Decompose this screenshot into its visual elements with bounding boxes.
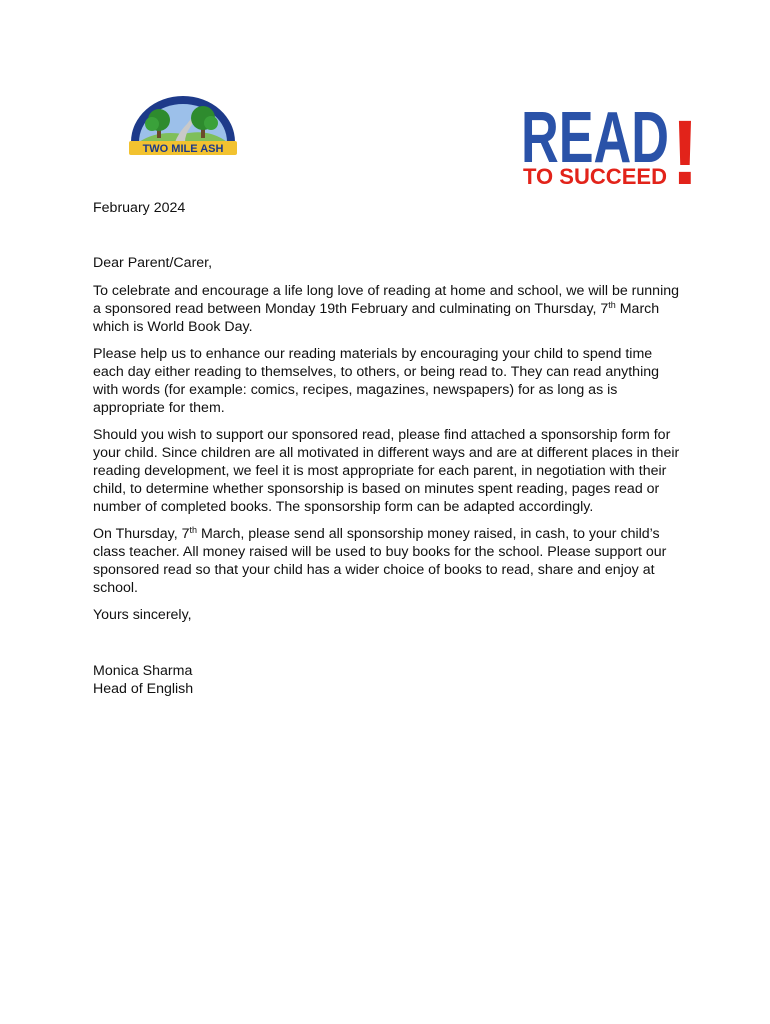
signature-name: Monica Sharma (93, 663, 193, 679)
school-logo-text: TWO MILE ASH (142, 143, 224, 155)
paragraph-1-text-a: To celebrate and encourage a life long love of reading at home and school, we will be running a sponsored read between Monday 19th February and culminating on Thursday, 7 (93, 283, 680, 317)
ordinal-suffix: th (189, 525, 197, 535)
letter-body (93, 199, 683, 698)
ordinal-suffix: th (608, 300, 616, 310)
paragraph-2: Please help us to enhance our reading materials by encouraging your child to spend time each day either reading to themselves, to others, or being read to. They can read anything with words (for example: comics, recipes, magazines, newspapers) for as long as is appropriate for them. (93, 346, 660, 416)
letter-date: February 2024 (93, 200, 186, 216)
paragraph-1 (93, 282, 683, 336)
paragraph-4 (93, 525, 683, 597)
letter-salutation: Dear Parent/Carer, (93, 255, 213, 271)
paragraph-4-text-b: March, please send all sponsorship money raised, in cash, to your child’s class teacher. All money raised will be used to buy books for the school. Please support our sponsored read so that your child has a wider choice of books to read, share and enjoy at school. (93, 526, 667, 596)
read-logo-word: READ (521, 100, 669, 178)
letter-closing: Yours sincerely, (93, 607, 192, 623)
paragraph-3: Should you wish to support our sponsored read, please find attached a sponsorship form for your child. Since children are all motivated in different ways and are at different places in their reading development, we feel it is most appropriate for each parent, in negotiation with their child, to determine whether sponsorship is based on minutes spent reading, pages read or number of completed books. The sponsorship form can be adapted accordingly. (93, 427, 680, 515)
school-logo (127, 94, 239, 160)
read-logo-exclaim: ! (671, 102, 699, 188)
paragraph-4-text-a: On Thursday, 7 (93, 526, 190, 542)
paragraph-1-text-b: March which is World Book Day. (93, 301, 660, 335)
signature-role: Head of English (93, 681, 194, 697)
read-logo-tagline: TO SUCCEED (523, 164, 667, 188)
read-to-succeed-logo (521, 100, 701, 188)
